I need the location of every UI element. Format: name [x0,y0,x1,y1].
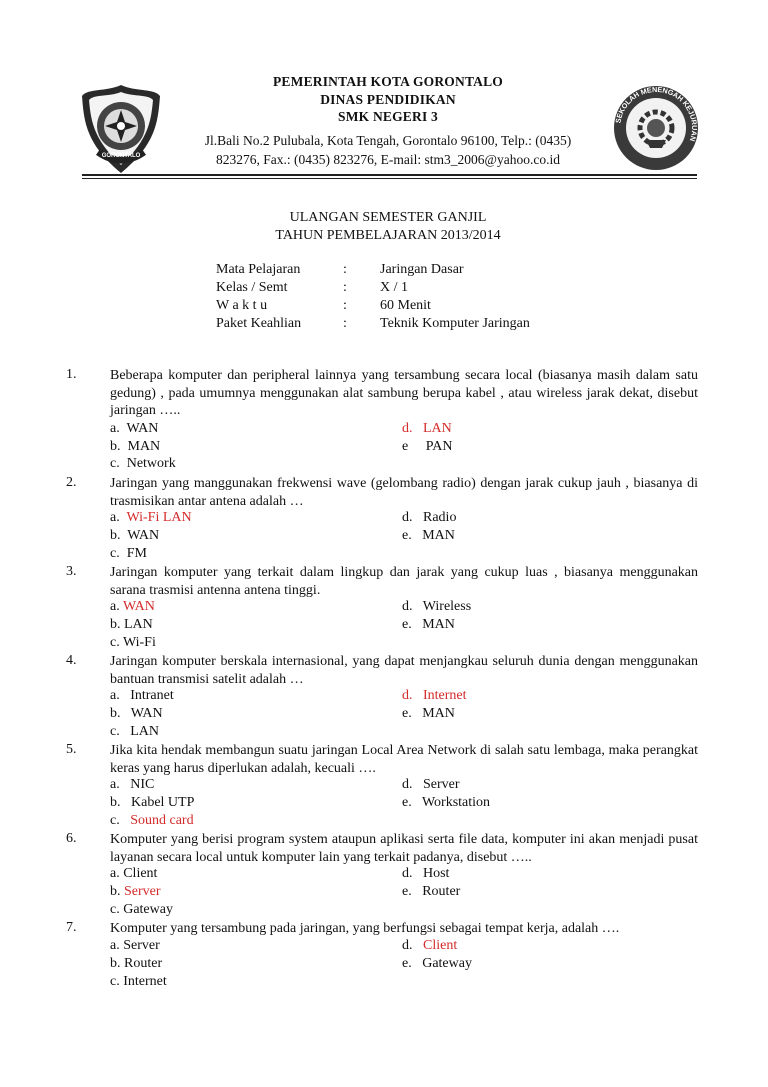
option-e: e. Router [402,884,461,899]
info-label: Mata Pelajaran [216,262,301,277]
option-c: c. Internet [110,974,167,989]
option-c: c. Wi-Fi [110,635,156,650]
option-b-answer: b. Server [110,884,161,899]
info-label: Paket Keahlian [216,316,302,331]
question-number: 1. [66,367,77,382]
option-b: b. Kabel UTP [110,795,195,810]
option-d-answer: d. Internet [402,688,467,703]
header-school-name: SMK NEGERI 3 [338,109,438,124]
info-separator: : [343,316,347,331]
question-number: 4. [66,653,77,668]
option-b: b. Router [110,956,163,971]
question-text: Komputer yang tersambung pada jaringan, yang berfungsi sebagai tempat kerja, adalah …. [110,921,620,936]
option-e: e PAN [402,439,453,454]
option-a: a. Client [110,866,158,881]
question-text: Jika kita hendak membangun suatu jaringan Local Area Network di salah satu lembaga, maka perangkat keras yang harus diperlukan adalah, kecuali …. [110,743,698,776]
option-d: d. Radio [402,510,457,525]
header-department: DINAS PENDIDIKAN [320,92,456,107]
option-d-answer: d. LAN [402,421,452,436]
question-number: 3. [66,564,77,579]
option-a-answer: a. WAN [110,599,155,614]
question-number: 2. [66,475,77,490]
option-e: e. MAN [402,706,455,721]
info-label: W a k t u [216,298,268,313]
option-a: a. Intranet [110,688,174,703]
info-value: 60 Menit [380,298,431,313]
option-e: e. Gateway [402,956,472,971]
option-c: c. Network [110,456,176,471]
question-number: 5. [66,742,77,757]
option-d: d. Server [402,777,460,792]
exam-title: ULANGAN SEMESTER GANJIL [289,210,487,225]
question-text: Jaringan komputer yang terkait dalam lingkup dan jarak yang cukup luas , biasanya menggunakan sarana trasmisi antenna antena tinggi. [110,565,698,598]
option-b: b. LAN [110,617,153,632]
option-a: a. WAN [110,421,159,436]
option-d: d. Wireless [402,599,472,614]
option-b: b. MAN [110,439,161,454]
smk-school-logo [612,84,700,172]
option-e: e. Workstation [402,795,491,810]
question-text: Jaringan komputer berskala internasional, yang dapat menjangkau seluruh dunia dengan menggunakan bantuan transmisi satelit adalah … [110,654,698,687]
option-c: c. FM [110,546,147,561]
question-text: Beberapa komputer dan peripheral lainnya yang tersambung secara local (biasanya masih dalam satu gedung) , pada umumnya menggunakan alat sambung berupa kabel , atau wireless jarak dekat, disebut jaringan ….. [110,368,698,419]
gorontalo-city-logo [78,82,164,176]
option-b: b. WAN [110,528,160,543]
header-address-line2: 823276, Fax.: (0435) 823276, E-mail: stm3_2006@yahoo.co.id [216,152,560,167]
option-c: c. LAN [110,724,159,739]
info-value: Teknik Komputer Jaringan [380,316,530,331]
question-number: 7. [66,920,77,935]
exam-academic-year: TAHUN PEMBELAJARAN 2013/2014 [275,228,501,243]
info-separator: : [343,262,347,277]
logo-left-text: GORONTALO [101,153,141,159]
option-c-answer: c. Sound card [110,813,194,828]
question-number: 6. [66,831,77,846]
option-c: c. Gateway [110,902,173,917]
option-e: e. MAN [402,528,455,543]
info-label: Kelas / Semt [216,280,288,295]
option-d: d. Host [402,866,450,881]
option-d-answer: d. Client [402,938,458,953]
info-separator: : [343,298,347,313]
option-a-answer: a. Wi-Fi LAN [110,510,192,525]
option-a: a. NIC [110,777,155,792]
logo-right-text: SEKOLAH MENENGAH KEJURUAN [613,84,700,143]
header-divider-thick [82,174,697,176]
info-separator: : [343,280,347,295]
header-government: PEMERINTAH KOTA GORONTALO [272,74,504,89]
info-value: X / 1 [380,280,408,295]
option-e: e. MAN [402,617,455,632]
question-text: Komputer yang berisi program system ataupun aplikasi serta file data, komputer ini akan menjadi pusat layanan secara local untuk komputer lain yang terkait padanya, disebut ….. [110,832,698,865]
header-address-line1: Jl.Bali No.2 Pulubala, Kota Tengah, Gorontalo 96100, Telp.: (0435) [204,133,572,148]
header-divider-thin [82,178,697,179]
option-b: b. WAN [110,706,163,721]
question-text: Jaringan yang manggunakan frekwensi wave (gelombang radio) dengan jarak cukup jauh , biasanya di trasmisikan antar antena adalah … [110,476,698,509]
info-value: Jaringan Dasar [380,262,464,277]
option-a: a. Server [110,938,160,953]
